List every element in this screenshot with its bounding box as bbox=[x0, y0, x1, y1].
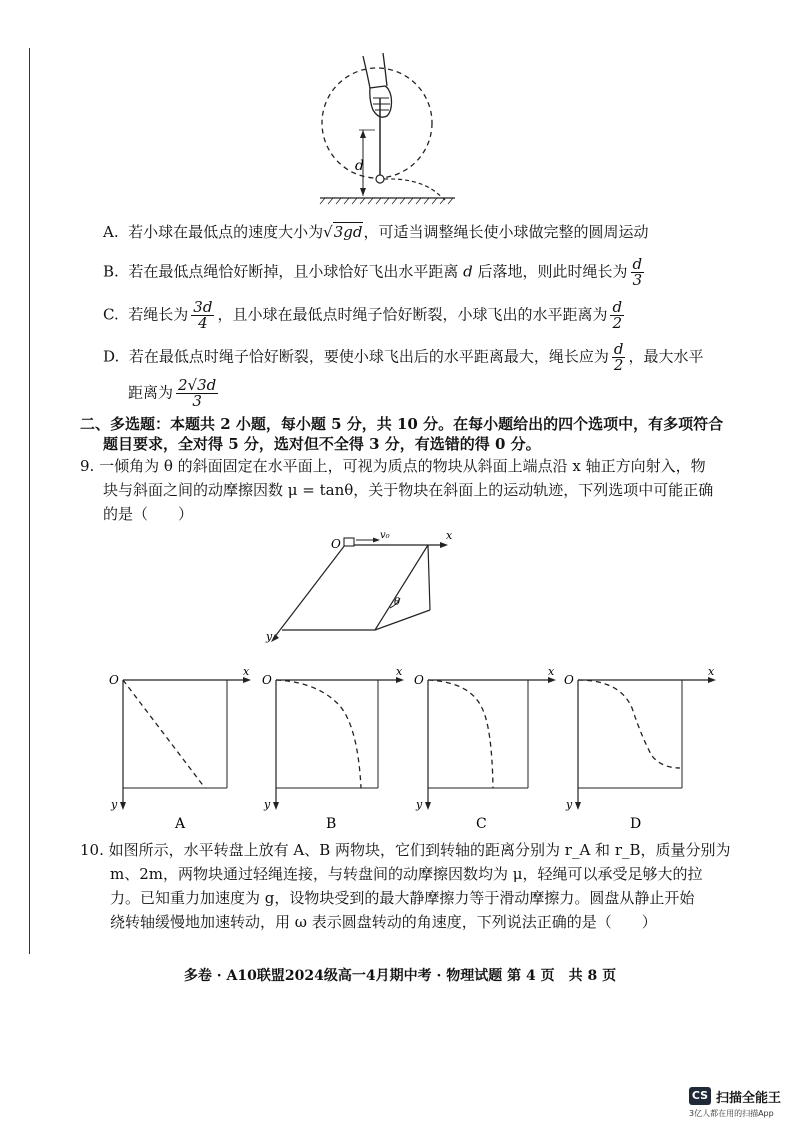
incline-v0-label: v₀ bbox=[380, 530, 390, 541]
option-b bbox=[103, 257, 647, 288]
graph-d-x: x bbox=[708, 668, 715, 678]
option-b-letter: B. bbox=[103, 262, 119, 281]
graph-a-label: A bbox=[175, 816, 186, 830]
option-c-text2: ，且小球在最低点时绳子恰好断裂，小球飞出的水平距离为 bbox=[217, 305, 608, 324]
graph-b-O: O bbox=[262, 673, 272, 687]
option-d bbox=[103, 342, 703, 373]
d-label: d bbox=[355, 158, 364, 174]
graph-a-x: x bbox=[243, 668, 250, 678]
graph-c-O: O bbox=[414, 673, 424, 687]
graph-a-O: O bbox=[109, 673, 119, 687]
q10-line3: 力。已知重力加速度为 g，设物块受到的最大静摩擦力等于滑动摩擦力。圆盘从静止开始 bbox=[110, 889, 695, 907]
graph-d-O: O bbox=[564, 673, 574, 687]
option-d-cont bbox=[128, 378, 221, 409]
graph-b bbox=[258, 668, 408, 830]
option-a bbox=[103, 222, 649, 242]
graph-d-label: D bbox=[630, 816, 642, 830]
incline-O-label: O bbox=[331, 537, 341, 551]
option-c-text1: 若绳长为 bbox=[128, 305, 189, 324]
option-b-text2: 后落地，则此时绳长为 bbox=[477, 262, 628, 281]
option-c-fraction1: $\frac{3d}{4}$ bbox=[193, 298, 213, 332]
option-b-var: d bbox=[463, 262, 473, 281]
option-c bbox=[103, 300, 627, 331]
graph-b-label: B bbox=[326, 816, 337, 830]
camscanner-logo-icon: CS bbox=[689, 1087, 711, 1105]
q9-line3: 的是（ ） bbox=[103, 505, 194, 523]
camscanner-subtitle: 3亿人都在用的扫描App bbox=[689, 1109, 774, 1118]
q10-line4: 绕转轴缓慢地加速转动，用 ω 表示圆盘转动的角速度，下列说法正确的是（ ） bbox=[110, 913, 657, 931]
graph-c-label: C bbox=[476, 816, 487, 830]
option-d-fraction1: $\frac{d}{2}$ bbox=[613, 340, 624, 374]
page-footer: 多卷 · A10联盟2024级高一4月期中考 · 物理试题 第 4 页 共 8 页 bbox=[183, 968, 617, 984]
option-b-fraction: $\frac{d}{3}$ bbox=[632, 255, 643, 289]
option-c-letter: C. bbox=[103, 305, 119, 324]
option-d-letter: D. bbox=[103, 347, 120, 366]
graph-d bbox=[560, 668, 720, 830]
q10-line1: 10. 如图所示，水平转盘上放有 A、B 两物块，它们到转轴的距离分别为 r_A 和 r_B，质量分别为 bbox=[80, 841, 731, 859]
graph-a-y: y bbox=[111, 798, 118, 811]
q9-line1: 9. 一倾角为 θ 的斜面固定在水平面上，可视为质点的物块从斜面上端点沿 x 轴正方向射入，物 bbox=[80, 457, 706, 475]
option-a-letter: A. bbox=[103, 223, 119, 241]
section2-heading-2: 题目要求，全对得 5 分，选对但不全得 3 分，有选错的得 0 分。 bbox=[103, 435, 541, 453]
option-d-text1: 若在最低点时绳子恰好断裂，要使小球飞出后的水平距离最大，绳长应为 bbox=[128, 347, 609, 366]
graph-c-x: x bbox=[548, 668, 555, 678]
graph-b-y: y bbox=[264, 798, 271, 811]
option-d-text2: ，最大水平 bbox=[628, 347, 704, 366]
sqrt-symbol: √ bbox=[323, 223, 333, 241]
q10-line2: m、2m，两物块通过轻绳连接，与转盘间的动摩擦因数均为 μ，轻绳可以承受足够大的拉 bbox=[110, 865, 703, 883]
sqrt-arg: 3gd bbox=[333, 223, 363, 241]
page-left-border bbox=[29, 48, 30, 954]
graph-d-y: y bbox=[566, 798, 573, 811]
option-a-text2: ，可适当调整绳长使小球做完整的圆周运动 bbox=[363, 223, 649, 241]
option-a-text1: 若小球在最低点的速度大小为 bbox=[128, 223, 324, 241]
incline-theta-label: θ bbox=[394, 597, 401, 608]
incline-figure bbox=[260, 530, 460, 645]
graph-c-y: y bbox=[416, 798, 423, 811]
rope-pendulum-figure bbox=[315, 48, 460, 208]
option-d-text3: 距离为 bbox=[128, 383, 174, 402]
q9-line2: 块与斜面之间的动摩擦因数 μ = tanθ，关于物块在斜面上的运动轨迹，下列选项中可能正确 bbox=[103, 481, 714, 499]
graph-b-x: x bbox=[396, 668, 403, 678]
camscanner-title: 扫描全能王 bbox=[716, 1091, 782, 1106]
graph-a bbox=[105, 668, 255, 830]
option-c-fraction2: $\frac{d}{2}$ bbox=[612, 298, 623, 332]
incline-x-label: x bbox=[446, 530, 453, 542]
incline-y-label: y bbox=[266, 630, 273, 643]
graph-c bbox=[410, 668, 560, 830]
option-b-text1: 若在最低点绳恰好断掉，且小球恰好飞出水平距离 bbox=[128, 262, 459, 281]
section2-heading-1: 二、多选题：本题共 2 小题，每小题 5 分，共 10 分。在每小题给出的四个选项中，有多项符合 bbox=[80, 415, 724, 433]
option-d-fraction2: $\frac{2√3d}{3}$ bbox=[178, 376, 217, 410]
